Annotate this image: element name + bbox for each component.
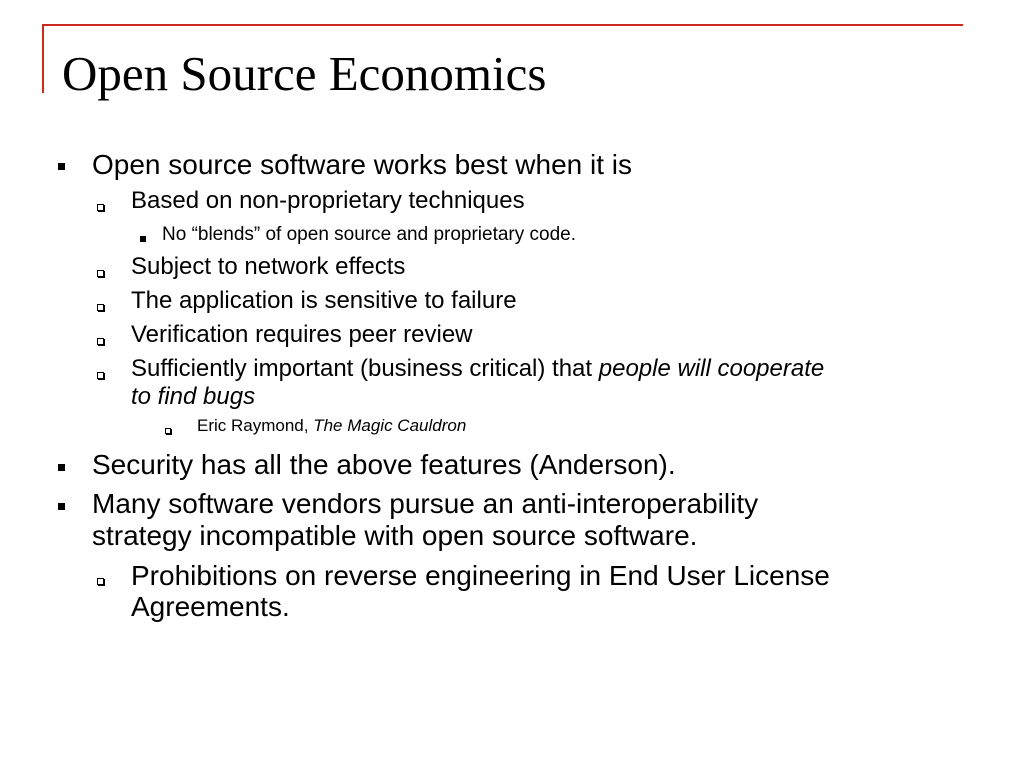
title-frame-top-rule	[42, 24, 963, 26]
bullet-square-icon	[58, 464, 65, 471]
slide-title: Open Source Economics	[62, 46, 547, 101]
bullet-text-plain: Eric Raymond,	[197, 416, 314, 435]
bullet-text-italic: to find bugs	[131, 383, 256, 410]
bullet-text-italic: The Magic Cauldron	[313, 416, 467, 435]
bullet-text	[131, 355, 824, 383]
bullet-text: Many software vendors pursue an anti-interoperability	[92, 488, 759, 519]
bullet-text-continuation	[131, 383, 255, 411]
bullet-square-icon	[58, 503, 65, 510]
bullet-text: The application is sensitive to failure	[131, 287, 517, 314]
hollow-square-bullet-icon	[97, 578, 104, 585]
title-frame-left-rule	[42, 24, 44, 93]
bullet-text	[197, 416, 466, 436]
hollow-square-bullet-icon	[97, 338, 104, 345]
bullet-square-icon	[58, 163, 65, 170]
bullet-text: Prohibitions on reverse engineering in End User License	[131, 560, 830, 591]
bullet-text: Verification requires peer review	[131, 321, 473, 348]
bullet-text-italic: people will cooperate	[598, 355, 825, 382]
hollow-square-bullet-icon	[97, 304, 104, 311]
bullet-text: No “blends” of open source and proprietary code.	[162, 224, 577, 245]
hollow-square-bullet-icon	[97, 372, 104, 379]
hollow-square-bullet-icon	[97, 270, 104, 277]
bullet-text: Subject to network effects	[131, 253, 406, 280]
hollow-square-bullet-icon	[97, 204, 104, 211]
bullet-text-continuation: Agreements.	[131, 591, 290, 622]
bullet-text-continuation: strategy incompatible with open source software.	[92, 520, 698, 551]
bullet-square-icon	[140, 236, 146, 242]
bullet-text: Security has all the above features (Anderson).	[92, 449, 676, 480]
bullet-text: Open source software works best when it is	[92, 149, 633, 180]
bullet-text: Based on non-proprietary techniques	[131, 187, 525, 214]
bullet-text-plain: Sufficiently important (business critical) that	[131, 355, 599, 382]
hollow-square-bullet-icon	[165, 428, 171, 434]
